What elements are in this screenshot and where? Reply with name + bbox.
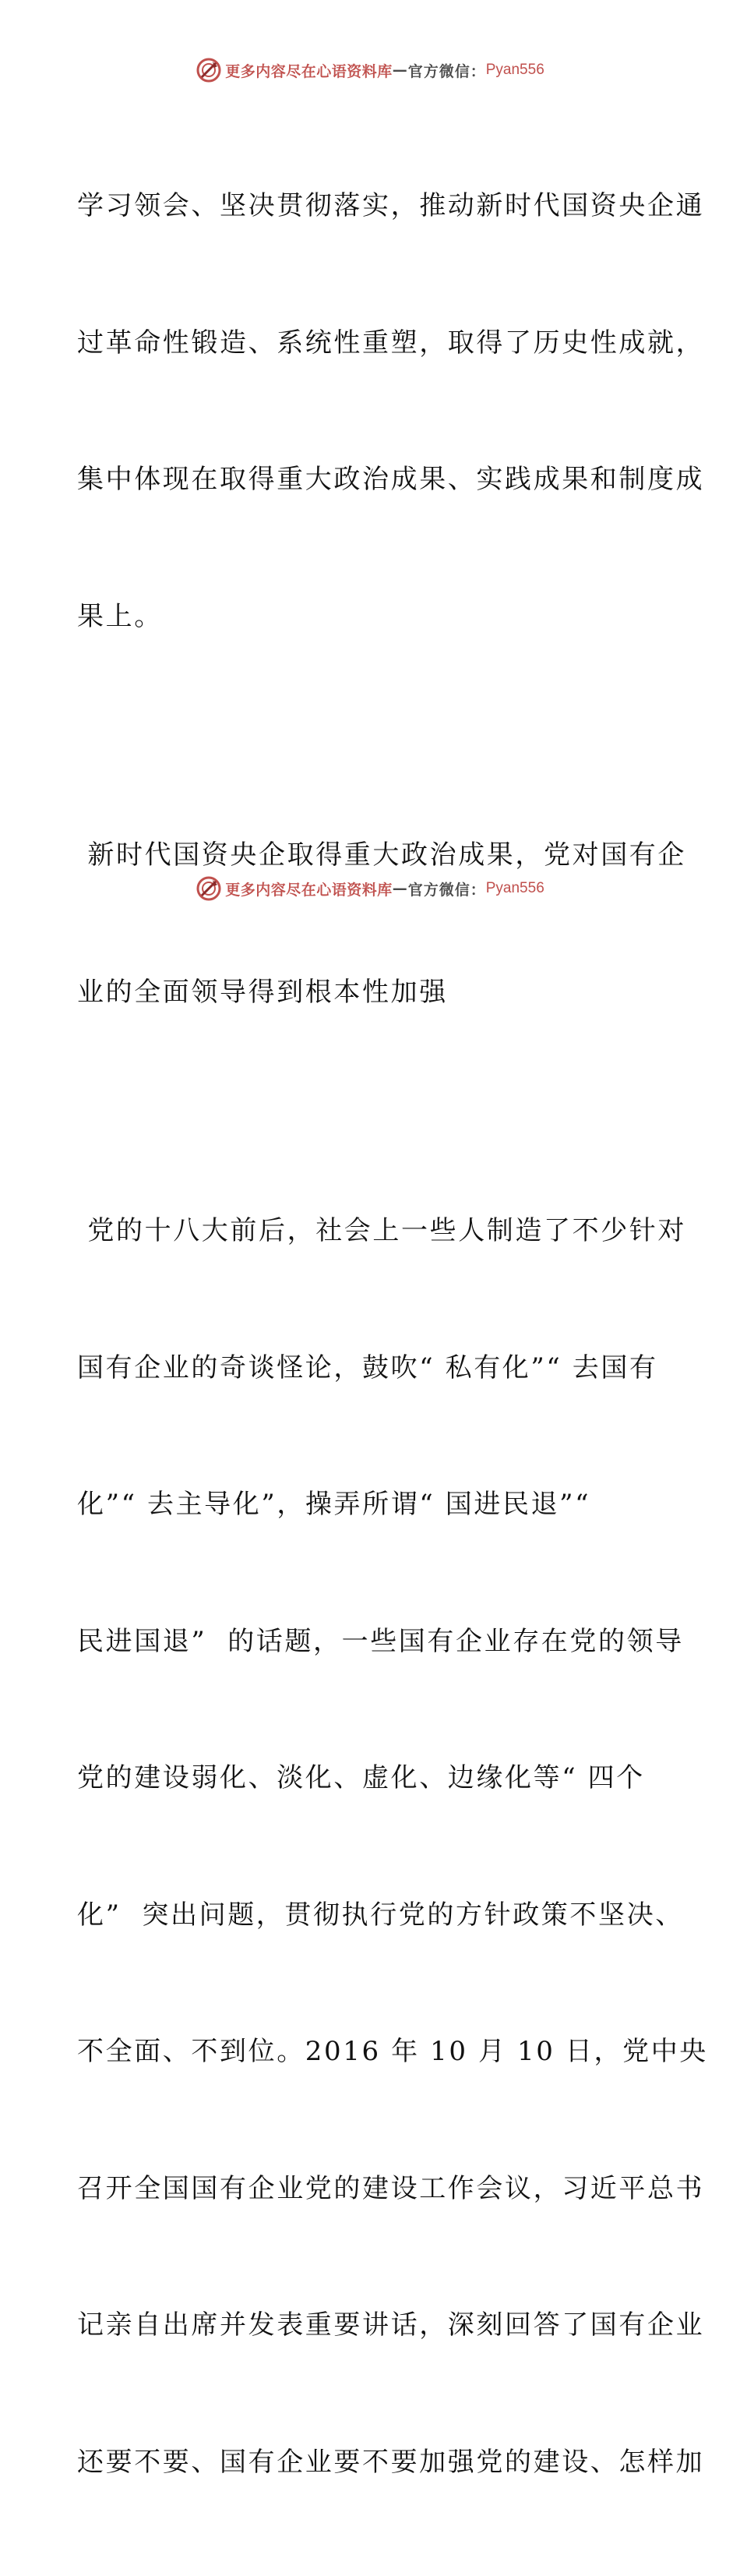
text-line: 党的十八大前后，社会上一些人制造了不少针对 <box>77 1215 687 1246</box>
text-line: 过革命性锻造、系统性重塑，取得了历史性成就， <box>77 327 705 359</box>
text-line: 集中体现在取得重大政治成果、实践成果和制度成 <box>77 464 705 495</box>
text-line: 不全面、不到位。2016 年 10 月 10 日，党中央 <box>77 2036 708 2067</box>
text-line: 召开全国国有企业党的建设工作会议，习近平总书 <box>77 2172 705 2204</box>
text-line: 新时代国资央企取得重大政治成果，党对国有企 <box>77 839 687 871</box>
brand-logo-icon <box>196 57 222 83</box>
official-label: 官方微信： <box>407 881 486 899</box>
text-line: 化”“ 去主导化”，操弄所谓“ 国进民退”“ <box>77 1489 591 1520</box>
brand-text: 更多内容尽在心语资料库 <box>225 881 393 899</box>
banner-dash: — <box>392 880 408 897</box>
text-line: 学习领会、坚决贯彻落实，推动新时代国资央企通 <box>77 190 705 221</box>
text-line: 业的全面领导得到根本性加强 <box>77 976 448 1008</box>
paragraph <box>77 1117 708 2576</box>
text-line: 记亲自出席并发表重要讲话，深刻回答了国有企业 <box>77 2309 705 2341</box>
banner-dash: — <box>392 62 408 79</box>
section-heading <box>77 741 687 1106</box>
brand-logo-icon <box>196 875 222 902</box>
text-line: 党的建设弱化、淡化、虚化、边缘化等“ 四个 <box>77 1762 645 1793</box>
text-line: 还要不要、国有企业要不要加强党的建设、怎样加 <box>77 2446 705 2478</box>
text-line: 民进国退” 的话题，一些国有企业存在党的领导 <box>77 1625 684 1657</box>
wechat-id: Pyan556 <box>485 880 544 896</box>
header-banner <box>0 55 740 86</box>
official-label: 官方微信： <box>407 62 486 80</box>
paragraph <box>77 92 705 730</box>
footer-banner <box>0 873 740 904</box>
brand-text: 更多内容尽在心语资料库 <box>225 62 393 80</box>
wechat-id: Pyan556 <box>485 62 544 78</box>
document-body <box>77 92 708 2576</box>
text-line: 果上。 <box>77 600 163 632</box>
text-line: 化” 突出问题，贯彻执行党的方针政策不坚决、 <box>77 1899 684 1931</box>
text-line: 国有企业的奇谈怪论，鼓吹“ 私有化”“ 去国有 <box>77 1352 658 1383</box>
